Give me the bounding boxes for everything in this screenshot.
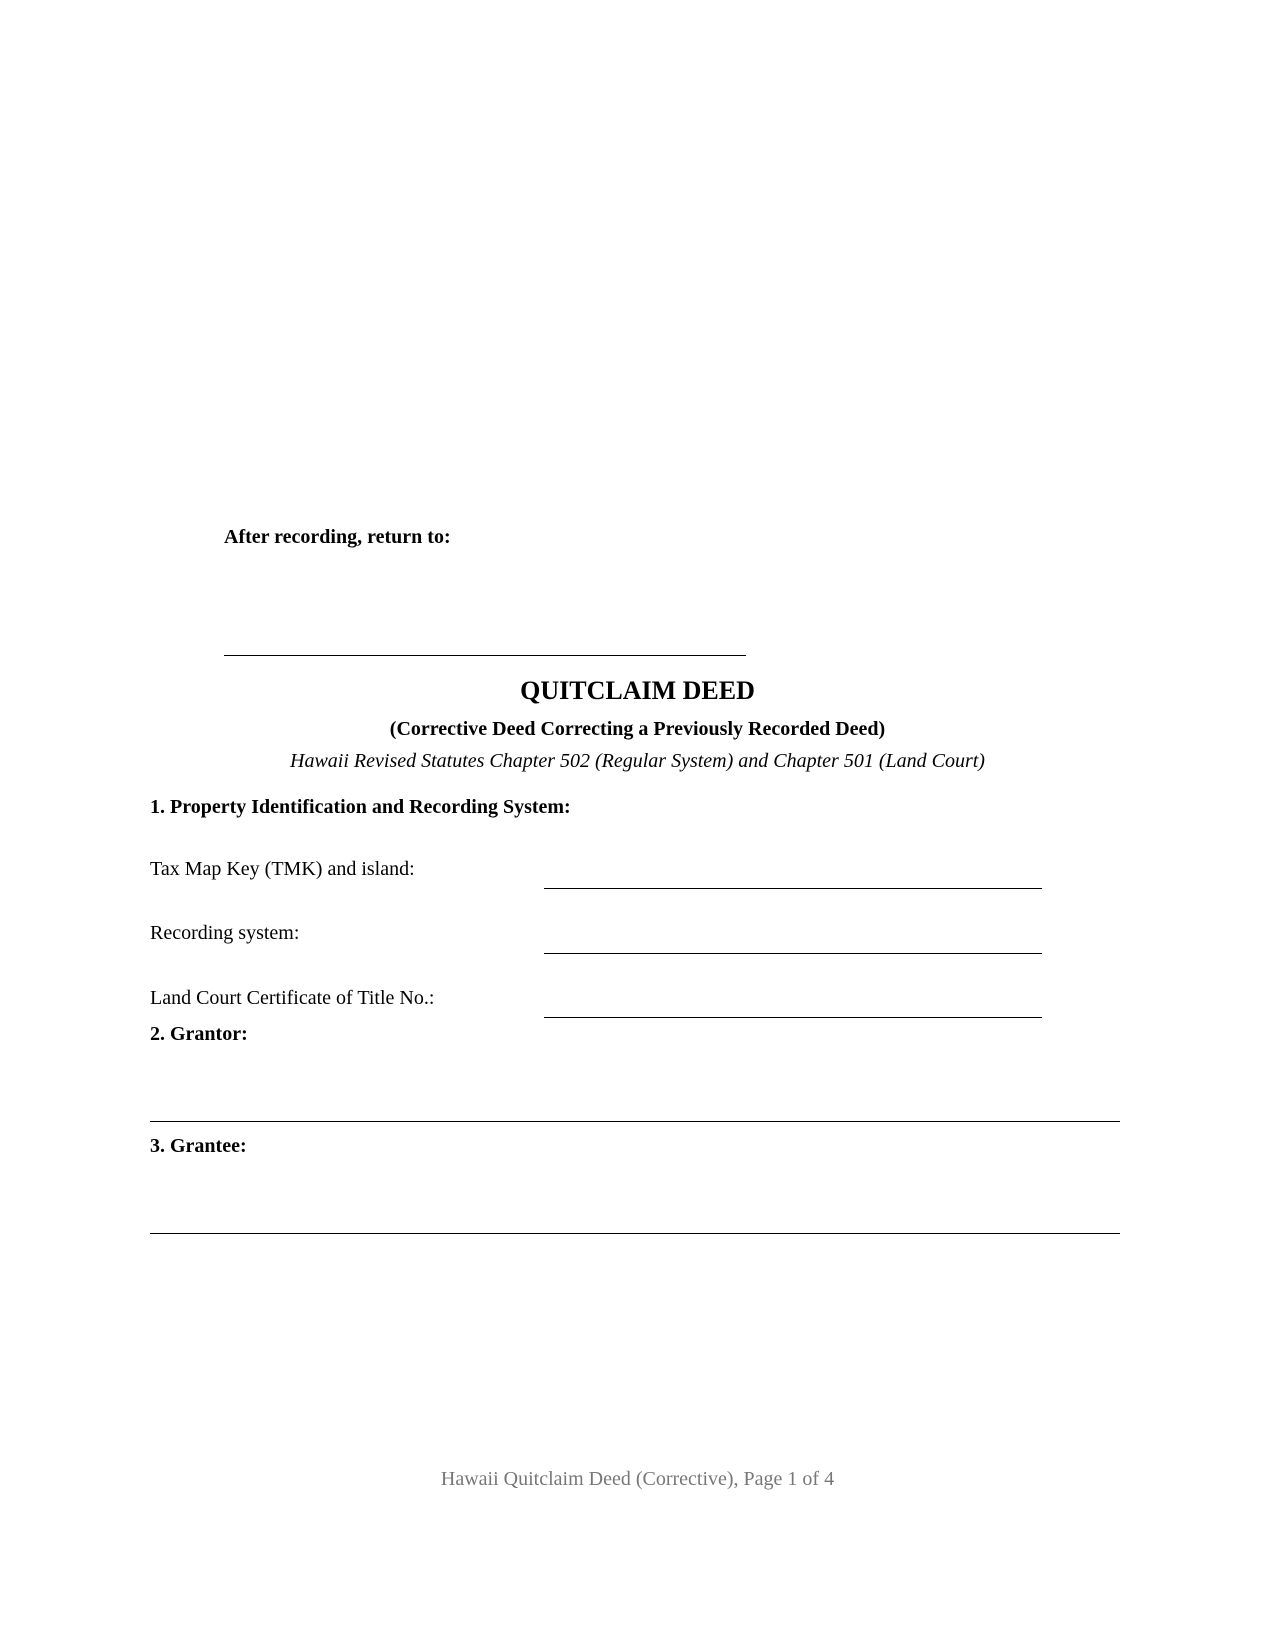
certificate-of-title-label: Land Court Certificate of Title No.:	[150, 987, 435, 1009]
document-title: QUITCLAIM DEED	[520, 676, 755, 705]
grantor-field[interactable]	[150, 1121, 1120, 1122]
section-1-heading: 1. Property Identification and Recording System:	[150, 796, 571, 818]
tmk-field[interactable]	[544, 888, 1042, 889]
grantee-field[interactable]	[150, 1233, 1120, 1234]
tmk-label: Tax Map Key (TMK) and island:	[150, 858, 415, 880]
recording-system-label: Recording system:	[150, 922, 300, 944]
statute-reference: Hawaii Revised Statutes Chapter 502 (Regular System) and Chapter 501 (Land Court)	[290, 750, 985, 772]
certificate-of-title-field[interactable]	[544, 1017, 1042, 1018]
return-to-label: After recording, return to:	[224, 526, 451, 548]
recording-system-field[interactable]	[544, 953, 1042, 954]
return-to-address-line[interactable]	[224, 655, 746, 656]
section-3-heading: 3. Grantee:	[150, 1135, 247, 1157]
page-footer: Hawaii Quitclaim Deed (Corrective), Page 1 of 4	[440, 1468, 835, 1490]
document-subtitle: (Corrective Deed Correcting a Previously Recorded Deed)	[389, 718, 886, 740]
section-2-heading: 2. Grantor:	[150, 1023, 248, 1045]
